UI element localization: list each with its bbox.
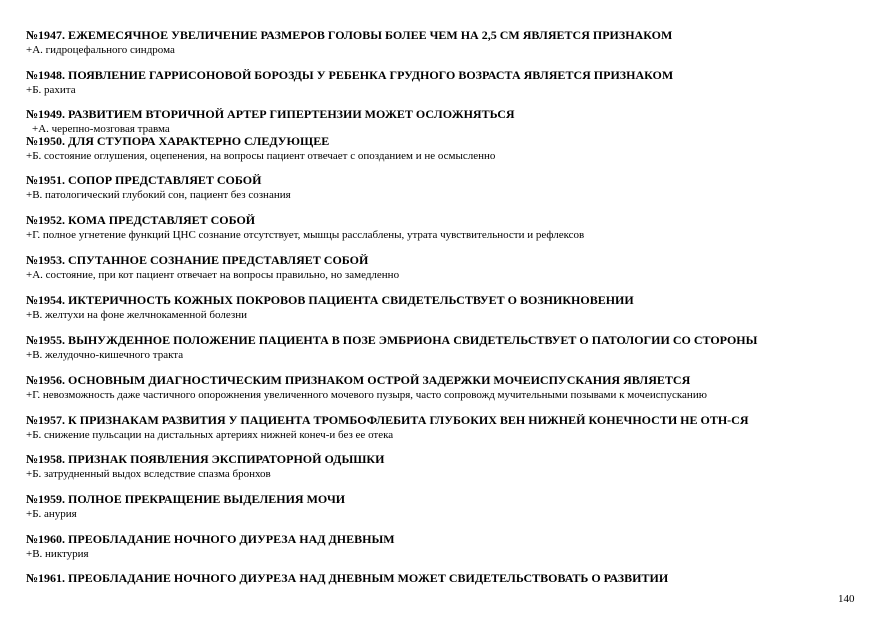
question-title: №1953. СПУТАННОЕ СОЗНАНИЕ ПРЕДСТАВЛЯЕТ СОБОЙ — [26, 253, 369, 267]
question-title: №1950. ДЛЯ СТУПОРА ХАРАКТЕРНО СЛЕДУЮЩЕЕ — [26, 134, 330, 148]
question-1960 — [26, 532, 866, 561]
question-1949 — [26, 107, 866, 136]
question-answer: +В. никтурия — [26, 548, 89, 560]
question-1955 — [26, 333, 866, 362]
question-1954 — [26, 293, 866, 322]
question-answer: +В. желтухи на фоне желчнокаменной болезни — [26, 309, 247, 321]
question-title: №1949. РАЗВИТИЕМ ВТОРИЧНОЙ АРТЕР ГИПЕРТЕНЗИИ МОЖЕТ ОСЛОЖНЯТЬСЯ — [26, 107, 515, 121]
question-1951 — [26, 173, 866, 202]
question-1958 — [26, 452, 866, 481]
question-title: №1957. К ПРИЗНАКАМ РАЗВИТИЯ У ПАЦИЕНТА ТРОМБОФЛЕБИТА ГЛУБОКИХ ВЕН НИЖНЕЙ КОНЕЧНОСТИ НЕ ОТН-СЯ — [26, 413, 749, 427]
question-answer: +Б. рахита — [26, 84, 76, 96]
question-title: №1958. ПРИЗНАК ПОЯВЛЕНИЯ ЭКСПИРАТОРНОЙ ОДЫШКИ — [26, 452, 385, 466]
question-answer: +Б. снижение пульсации на дистальных артериях нижней конеч-и без ее отека — [26, 429, 394, 441]
question-answer: +Г. полное угнетение функций ЦНС сознание отсутствует, мышцы расслаблены, утрата чувствительности и рефлексов — [26, 229, 585, 241]
question-title: №1955. ВЫНУЖДЕННОЕ ПОЛОЖЕНИЕ ПАЦИЕНТА В ПОЗЕ ЭМБРИОНА СВИДЕТЕЛЬСТВУЕТ О ПАТОЛОГИИ СО СТОРОНЫ — [26, 333, 758, 347]
question-answer: +В. патологический глубокий сон, пациент без сознания — [26, 189, 291, 201]
question-title: №1956. ОСНОВНЫМ ДИАГНОСТИЧЕСКИМ ПРИЗНАКОМ ОСТРОЙ ЗАДЕРЖКИ МОЧЕИСПУСКАНИЯ ЯВЛЯЕТСЯ — [26, 373, 691, 387]
question-answer: +Г. невозможность даже частичного опорожнения увеличенного мочевого пузыря, часто сопровожд мучительными позывами к мочеиспусканию — [26, 389, 707, 401]
question-1952 — [26, 213, 866, 242]
question-answer: +В. желудочно-кишечного тракта — [26, 349, 184, 361]
question-1948 — [26, 68, 866, 97]
question-1950 — [26, 134, 866, 163]
question-title: №1960. ПРЕОБЛАДАНИЕ НОЧНОГО ДИУРЕЗА НАД ДНЕВНЫМ — [26, 532, 395, 546]
question-title: №1948. ПОЯВЛЕНИЕ ГАРРИСОНОВОЙ БОРОЗДЫ У РЕБЕНКА ГРУДНОГО ВОЗРАСТА ЯВЛЯЕТСЯ ПРИЗНАКОМ — [26, 68, 674, 82]
question-1947 — [26, 28, 866, 57]
question-answer: +А. черепно-мозговая травма — [32, 123, 170, 135]
question-title: №1961. ПРЕОБЛАДАНИЕ НОЧНОГО ДИУРЕЗА НАД ДНЕВНЫМ МОЖЕТ СВИДЕТЕЛЬСТВОВАТЬ О РАЗВИТИИ — [26, 571, 669, 585]
question-1956 — [26, 373, 866, 402]
question-answer: +Б. затрудненный выдох вследствие спазма бронхов — [26, 468, 271, 480]
question-answer: +А. состояние, при кот пациент отвечает на вопросы правильно, но замедленно — [26, 269, 400, 281]
question-1959 — [26, 492, 866, 521]
question-answer: +Б. анурия — [26, 508, 77, 520]
page-number: 140 — [838, 593, 855, 605]
question-1961 — [26, 571, 866, 586]
question-title: №1959. ПОЛНОЕ ПРЕКРАЩЕНИЕ ВЫДЕЛЕНИЯ МОЧИ — [26, 492, 346, 506]
question-1957 — [26, 413, 866, 442]
question-title: №1947. ЕЖЕМЕСЯЧНОЕ УВЕЛИЧЕНИЕ РАЗМЕРОВ ГОЛОВЫ БОЛЕЕ ЧЕМ НА 2,5 СМ ЯВЛЯЕТСЯ ПРИЗНАКОМ — [26, 28, 673, 42]
question-answer: +А. гидроцефального синдрома — [26, 44, 175, 56]
question-title: №1951. СОПОР ПРЕДСТАВЛЯЕТ СОБОЙ — [26, 173, 262, 187]
question-1953 — [26, 253, 866, 282]
question-title: №1954. ИКТЕРИЧНОСТЬ КОЖНЫХ ПОКРОВОВ ПАЦИЕНТА СВИДЕТЕЛЬСТВУЕТ О ВОЗНИКНОВЕНИИ — [26, 293, 634, 307]
question-title: №1952. КОМА ПРЕДСТАВЛЯЕТ СОБОЙ — [26, 213, 256, 227]
question-answer: +Б. состояние оглушения, оцепенения, на вопросы пациент отвечает с опозданием и не осмысленно — [26, 150, 496, 162]
